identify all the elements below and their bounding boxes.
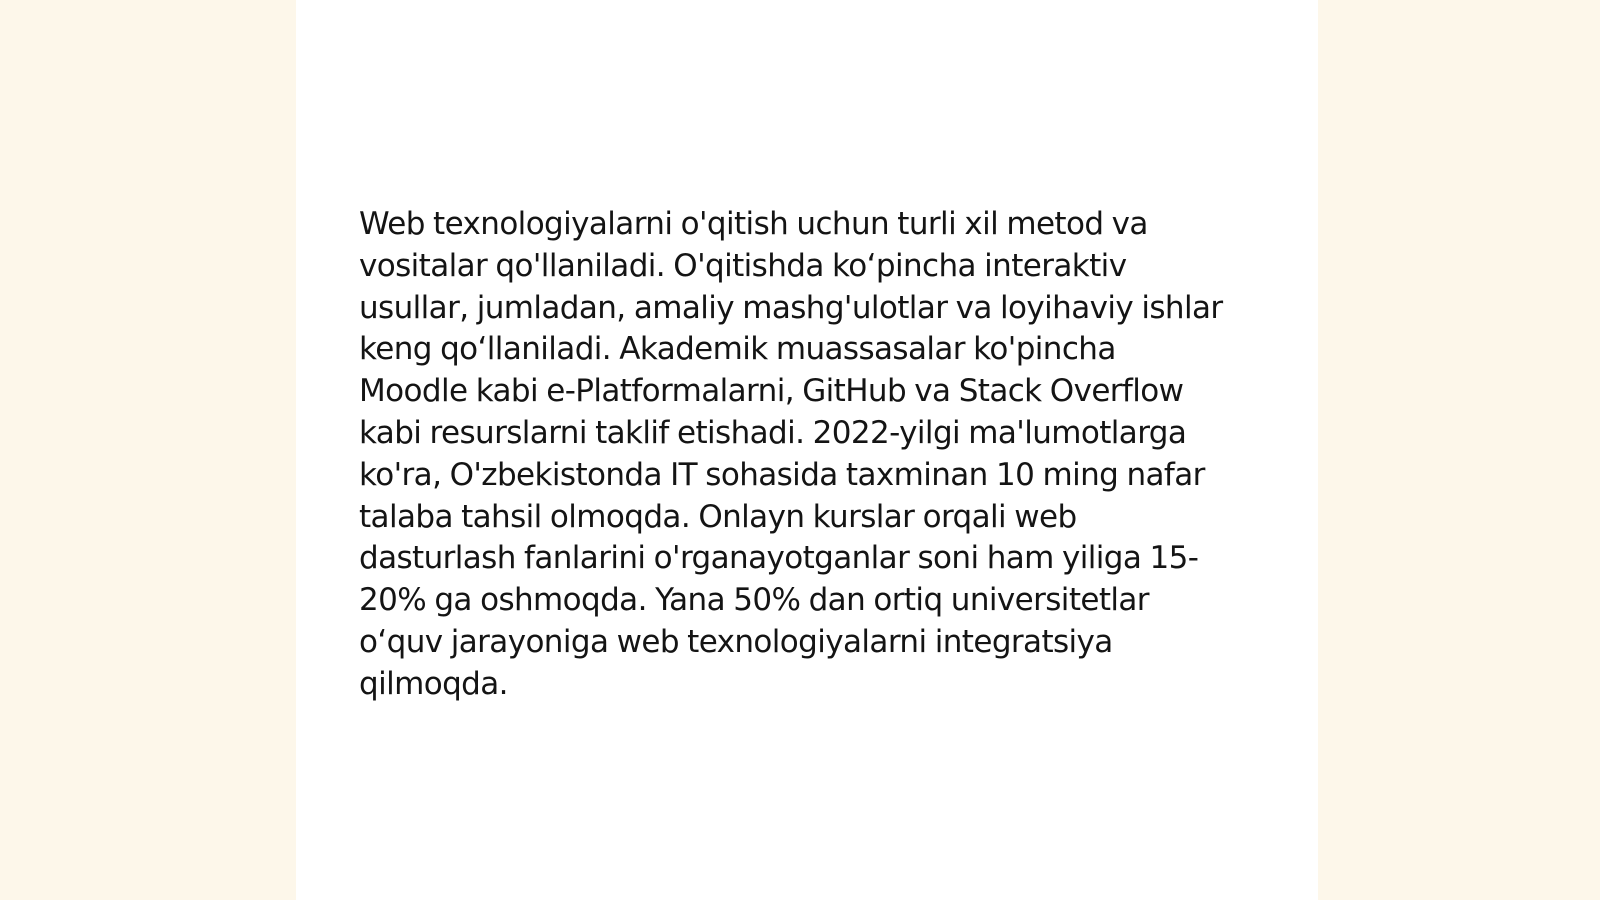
slide-page <box>296 0 1318 900</box>
body-paragraph: Web texnologiyalarni o'qitish uchun turli xil metod va vositalar qo'llaniladi. O'qitishda koʻpincha interaktiv usullar, jumladan, amaliy mashg'ulotlar va loyihaviy ishlar keng qoʻllaniladi. Akademik muassasalar ko'pincha Moodle kabi e-Platformalarni, GitHub va Stack Overflow kabi resurslarni taklif etishadi. 2022-yilgi ma'lumotlarga ko'ra, O'zbekistonda IT sohasida taxminan 10 ming nafar talaba tahsil olmoqda. Onlayn kurslar orqali web dasturlash fanlarini o'rganayotganlar soni ham yiliga 15-20% ga oshmoqda. Yana 50% dan ortiq universitetlar oʻquv jarayoniga web texnologiyalarni integratsiya qilmoqda. <box>359 206 1223 702</box>
